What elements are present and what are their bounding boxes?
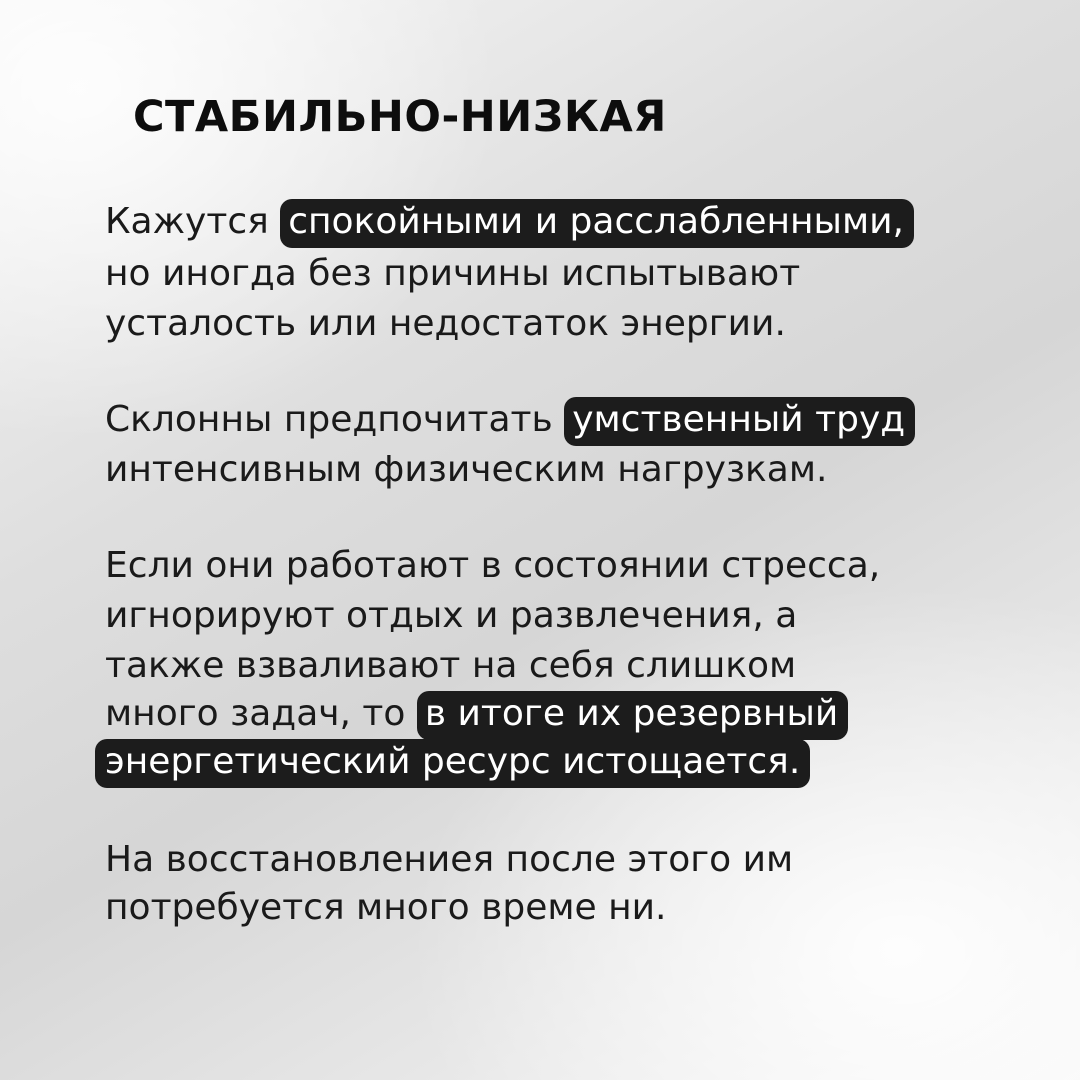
highlighted-text: умственный труд <box>564 397 915 446</box>
body-line <box>105 542 880 590</box>
highlighted-text: спокойными и расслабленными, <box>280 199 914 248</box>
body-line <box>105 300 786 348</box>
body-text: потребуется много време ни. <box>105 887 667 928</box>
body-text: На восстановлениея после этого им <box>105 839 794 880</box>
body-line <box>105 836 793 884</box>
body-text: много задач, то <box>105 693 417 734</box>
body-line <box>105 250 800 298</box>
page-title: СТАБИЛЬНО-НИЗКАЯ <box>133 92 667 142</box>
body-line <box>105 642 796 690</box>
body-text: Кажутся <box>105 201 281 242</box>
body-text: но иногда без причины испытывают <box>105 253 801 294</box>
body-text: также взваливают на себя слишком <box>105 645 797 686</box>
body-line <box>105 396 915 444</box>
body-line <box>105 198 914 246</box>
body-line <box>95 738 810 786</box>
highlighted-text: в итоге их резервный <box>417 691 848 740</box>
body-line <box>105 592 797 640</box>
body-text: усталость или недостаток энергии. <box>105 303 786 344</box>
body-text: Склонны предпочитать <box>105 399 565 440</box>
body-line <box>105 690 848 738</box>
body-line <box>105 446 827 494</box>
body-line <box>105 884 667 932</box>
body-text: интенсивным физическим нагрузкам. <box>105 449 828 490</box>
highlighted-text: энергетический ресурс истощается. <box>95 739 810 788</box>
body-text: Если они работают в состоянии стресса, <box>105 545 881 586</box>
body-text: игнорируют отдых и развлечения, а <box>105 595 798 636</box>
